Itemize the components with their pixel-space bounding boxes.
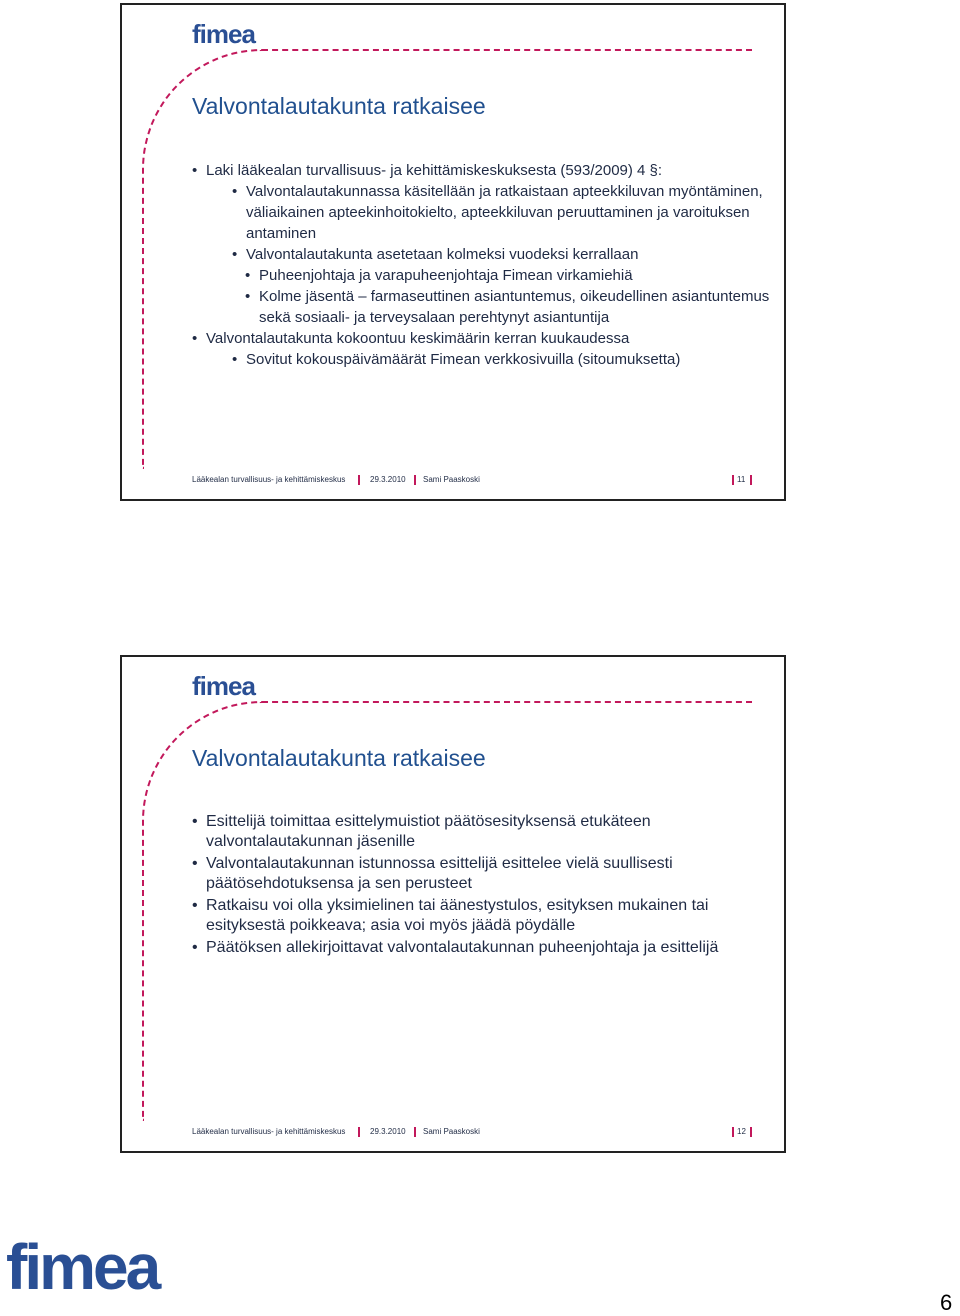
slide-11	[120, 3, 786, 501]
fimea-page-logo: fimea	[6, 1231, 159, 1303]
footer-date: 29.3.2010	[370, 1127, 406, 1136]
decorative-dashed-line	[262, 701, 752, 703]
footer-separator	[732, 1127, 734, 1137]
footer-org: Lääkealan turvallisuus- ja kehittämiskeskus	[192, 475, 346, 484]
footer-author: Sami Paaskoski	[423, 1127, 480, 1136]
fimea-logo: fimea	[192, 671, 255, 701]
footer-slide-number: 12	[737, 1127, 746, 1136]
fimea-logo: fimea	[192, 19, 255, 49]
bullet-item: • Valvontalautakunnassa käsitellään ja ratkaistaan apteekkiluvan myöntäminen, väliaikainen apteekinhoitokielto, apteekkiluvan peruuttaminen ja varoituksen antaminen	[232, 181, 772, 244]
slide-bullets	[192, 160, 772, 370]
footer-separator	[358, 1127, 360, 1137]
bullet-item: • Laki lääkealan turvallisuus- ja kehittämiskeskuksesta (593/2009) 4 §:	[192, 160, 772, 181]
bullet-item: • Esittelijä toimittaa esittelymuistiot päätösesityksensä etukäteen valvontalautakunnan jäsenille	[192, 812, 772, 852]
footer-slide-number: 11	[737, 475, 746, 484]
bullet-item: • Päätöksen allekirjoittavat valvontalautakunnan puheenjohtaja ja esittelijä	[192, 938, 772, 958]
footer-separator	[750, 475, 752, 485]
slide-footer	[192, 1127, 758, 1141]
decorative-dashed-line	[262, 49, 752, 51]
slide-title: Valvontalautakunta ratkaisee	[192, 93, 486, 119]
slide-bullets	[192, 812, 772, 960]
slide-footer	[192, 475, 758, 489]
bullet-item: • Sovitut kokouspäivämäärät Fimean verkkosivuilla (sitoumuksetta)	[232, 349, 772, 370]
footer-org: Lääkealan turvallisuus- ja kehittämiskeskus	[192, 1127, 346, 1136]
bullet-item: • Valvontalautakunta asetetaan kolmeksi vuodeksi kerrallaan	[232, 244, 772, 265]
slide-title: Valvontalautakunta ratkaisee	[192, 745, 486, 771]
footer-separator	[414, 1127, 416, 1137]
bullet-item: • Valvontalautakunnan istunnossa esittelijä esittelee vielä suullisesti päätösehdotuksensa ja sen perusteet	[192, 854, 772, 894]
footer-separator	[732, 475, 734, 485]
bullet-item: • Kolme jäsentä – farmaseuttinen asiantuntemus, oikeudellinen asiantuntemus sekä sosiaali- ja terveysalaan perehtynyt asiantuntija	[245, 286, 772, 328]
footer-date: 29.3.2010	[370, 475, 406, 484]
footer-separator	[358, 475, 360, 485]
bullet-item: • Ratkaisu voi olla yksimielinen tai äänestystulos, esityksen mukainen tai esityksestä poikkeava; asia voi myös jäädä pöydälle	[192, 896, 772, 936]
footer-author: Sami Paaskoski	[423, 475, 480, 484]
bullet-item: • Puheenjohtaja ja varapuheenjohtaja Fimean virkamiehiä	[245, 265, 772, 286]
slide-12	[120, 655, 786, 1153]
bullet-item: • Valvontalautakunta kokoontuu keskimäärin kerran kuukaudessa	[192, 328, 772, 349]
footer-separator	[750, 1127, 752, 1137]
footer-separator	[414, 475, 416, 485]
page-number: 6	[940, 1290, 953, 1315]
